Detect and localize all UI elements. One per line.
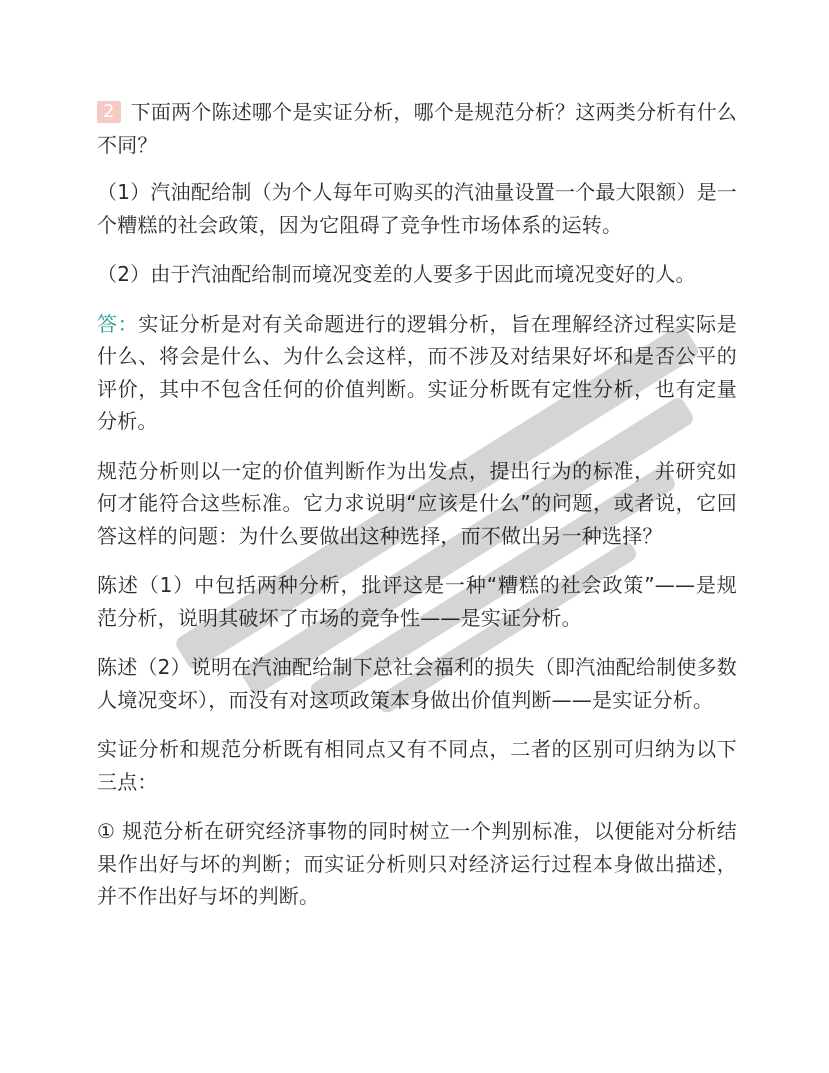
question-number-badge: 2 [97, 101, 121, 123]
question-text: 下面两个陈述哪个是实证分析，哪个是规范分析？这两类分析有什么不同？ [97, 100, 737, 157]
answer-first-text: 实证分析是对有关命题进行的逻辑分析，旨在理解经济过程实际是什么、将会是什么、为什么会这样，而不涉及对结果好坏和是否公平的评价，其中不包含任何的价值判断。实证分析既有定性分析，也有定量分析。 [97, 311, 737, 433]
question [97, 96, 737, 161]
answer-first-paragraph [97, 308, 737, 438]
answer-paragraph-statement-1: 陈述（1）中包括两种分析，批评这是一种“糟糕的社会政策”——是规范分析，说明其破坏了市场的竞争性——是实证分析。 [97, 573, 737, 630]
answer-paragraph-statement-2: 陈述（2）说明在汽油配给制下总社会福利的损失（即汽油配给制使多数人境况变坏），而没有对这项政策本身做出价值判断——是实证分析。 [97, 655, 737, 712]
answer-label: 答： [97, 311, 139, 336]
statement-2: （2）由于汽油配给制而境况变差的人要多于因此而境况变好的人。 [97, 262, 696, 286]
answer-paragraph-point-1: ① 规范分析在研究经济事物的同时树立一个判别标准，以便能对分析结果作出好与坏的判断；而实证分析则只对经济运行过程本身做出描述，并不作出好与坏的判断。 [97, 819, 737, 908]
statement-1: （1）汽油配给制（为个人每年可购买的汽油量设置一个最大限额）是一个糟糕的社会政策，因为它阻碍了竞争性市场体系的运转。 [97, 180, 737, 237]
answer-paragraph-differences: 实证分析和规范分析既有相同点又有不同点，二者的区别可归纳为以下三点： [97, 737, 737, 794]
document-page [97, 96, 737, 930]
answer-paragraph-normative: 规范分析则以一定的价值判断作为出发点，提出行为的标准，并研究如何才能符合这些标准。它力求说明“应该是什么”的问题，或者说，它回答这样的问题：为什么要做出这种选择，而不做出另一种选择？ [97, 458, 737, 548]
